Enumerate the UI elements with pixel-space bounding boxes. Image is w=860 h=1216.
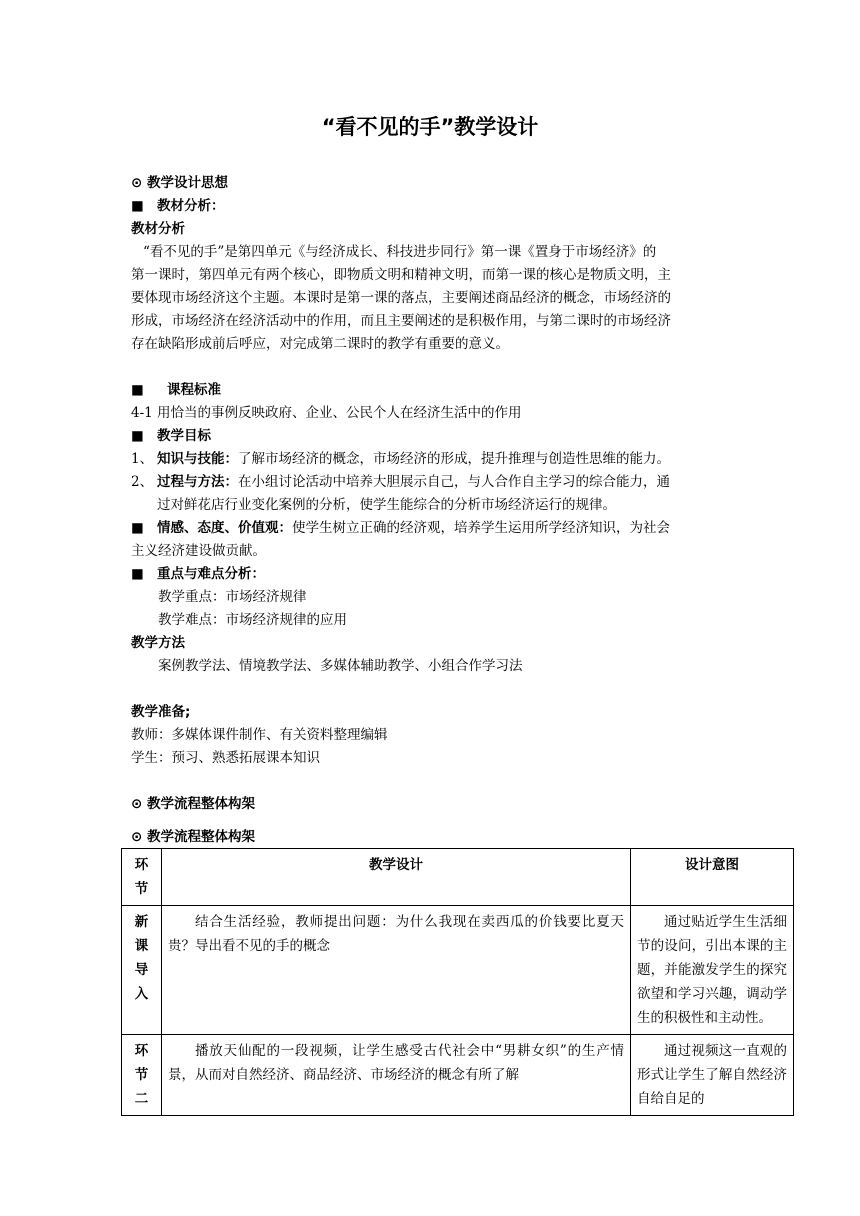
goal-item-attitude-cont: 主义经济建设做贡献。	[131, 543, 266, 559]
column-header: 环节	[122, 849, 162, 906]
prep-heading: 教学准备;	[131, 704, 191, 720]
square-bullet-icon: ■	[131, 382, 144, 398]
paragraph-line: “看不见的手”是第四单元《与经济成长、科技进步同行》第一课《置身于市场经济》的	[143, 244, 657, 260]
table-cell-intent: 通过贴近学生生活细节的设问，引出本课的主题，并能激发学生的探究欲望和学习兴趣，调动学生的积极性和主动性。	[631, 906, 794, 1035]
goal-item-knowledge: 1、 知识与技能：了解市场经济的概念，市场经济的形成，提升推理与创造性思维的能力。	[131, 451, 670, 467]
column-header: 教学设计	[162, 849, 631, 906]
table-cell-section: 环节二	[122, 1035, 162, 1116]
document-body	[131, 172, 741, 816]
key-point-focus: 教学重点：市场经济规律	[158, 589, 307, 605]
circle-dot-icon: ⊙	[131, 175, 143, 191]
paragraph-line: 要体现市场经济这个主题。本课时是第一课的落点，主要阐述商品经济的概念，市场经济的	[131, 290, 671, 306]
square-bullet-icon: ■	[131, 428, 144, 444]
square-bullet-icon: ■	[131, 198, 144, 214]
section-label: 教学设计思想	[147, 175, 229, 191]
section-heading-design	[131, 172, 741, 195]
column-header: 设计意图	[631, 849, 794, 906]
circle-dot-icon: ⊙	[131, 796, 143, 812]
key-points-heading: ■ 重点与难点分析：	[131, 563, 741, 586]
table-row	[122, 906, 794, 1035]
prep-student: 学生：预习、熟悉拓展课本知识	[131, 750, 320, 766]
square-bullet-icon: ■	[131, 520, 144, 536]
key-point-difficulty: 教学难点：市场经济规律的应用	[158, 612, 347, 628]
goals-heading: ■ 教学目标	[131, 425, 741, 448]
curriculum-content: 4-1 用恰当的事例反映政府、企业、公民个人在经济生活中的作用	[131, 405, 522, 421]
table-row	[122, 1035, 794, 1116]
table-cell-intent: 通过视频这一直观的形式让学生了解自然经济自给自足的	[631, 1035, 794, 1116]
goal-item-attitude: ■ 情感、态度、价值观：使学生树立正确的经济观，培养学生运用所学经济知识，为社会	[131, 517, 741, 540]
square-bullet-icon: ■	[131, 566, 144, 582]
paragraph-line: 形成，市场经济在经济活动中的作用，而且主要阐述的是积极作用，与第二课时的市场经济	[131, 313, 671, 329]
material-analysis-header: ■ 教材分析：	[131, 195, 741, 218]
table-cell-design: 播放天仙配的一段视频，让学生感受古代社会中“男耕女织”的生产情景，从而对自然经济、商品经济、市场经济的概念有所了解	[162, 1035, 631, 1116]
material-analysis-title: 教材分析	[131, 221, 185, 237]
table-cell-section: 新课导入	[122, 906, 162, 1035]
page-title: “看不见的手”教学设计	[321, 115, 539, 139]
paragraph-line: 存在缺陷形成前后呼应，对完成第二课时的教学有重要的意义。	[131, 336, 509, 352]
goal-item-process: 2、 过程与方法：在小组讨论活动中培养大胆展示自己，与人合作自主学习的综合能力，通	[131, 474, 670, 490]
teaching-flow-table	[121, 848, 794, 1116]
table-header-row	[122, 849, 794, 906]
paragraph-line: 第一课时，第四单元有两个核心，即物质文明和精神文明，而第一课的核心是物质文明，主	[131, 267, 671, 283]
circle-dot-icon: ⊙	[131, 829, 143, 845]
curriculum-heading: ■ 课程标准	[131, 379, 741, 402]
prep-teacher: 教师：多媒体课件制作、有关资料整理编辑	[131, 727, 388, 743]
flow-heading: ⊙ 教学流程整体构架	[131, 796, 256, 812]
goal-item-process-cont: 过对鲜花店行业变化案例的分析，使学生能综合的分析市场经济运行的规律。	[157, 497, 616, 513]
table-heading: ⊙ 教学流程整体构架	[131, 829, 256, 845]
method-heading: 教学方法	[131, 635, 185, 651]
method-content: 案例教学法、情境教学法、多媒体辅助教学、小组合作学习法	[158, 658, 523, 674]
table-cell-design: 结合生活经验，教师提出问题：为什么我现在卖西瓜的价钱要比夏天贵？导出看不见的手的概念	[162, 906, 631, 1035]
